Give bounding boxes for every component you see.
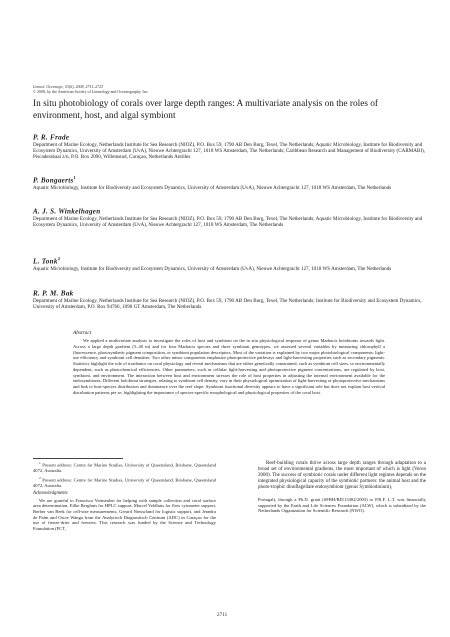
footnote: $^1$ Present address: Centre for Marine Studies, University of Queensland, Brisbane, Queensland 4072, Australia. [33, 461, 216, 474]
author-name: R. P. M. Bak [33, 289, 74, 298]
acknowledgments-text: We are grateful to Francisca Vermeulen for helping with sample collection and coral surface area determination, Eilke Berghuis for HPLC support, Marcel Veldhuis for flow cytometer support, Berber van Beek for cell-size measurements, Gerard Nieuwland for logistic support, and Jeandra de Palm and Oscie Wanga from the Analytisch Diagnostisch Centrum (ADC) in Curaçao for the use of freeze-drier and freezers. This research was funded by the Science and Technology Foundation (FCT, [33, 497, 216, 532]
article-title: In situ photobiology of corals over large depth ranges: A multivariate analysis on the roles of environment, host, and algal symbiont [33, 99, 379, 121]
author-name: A. J. S. Winkelhagen [33, 207, 101, 216]
author-affiliation: Department of Marine Ecology, Netherlands Institute for Sea Research (NIOZ), P.O. Box 59, 1790 AB Den Burg, Texel, The Netherlands; Institute for Biodiversity and Ecosystem Dynamics, University of Amsterdam, P.O. Box 94766, 1090 GT Amsterdam, The Netherlands [33, 298, 422, 311]
author-affiliation: Aquatic Microbiology, Institute for Biodiversity and Ecosystem Dynamics, University of Amsterdam (UvA), Nieuwe Achtergracht 127, 1018 WS Amsterdam, The Netherlands [33, 266, 392, 272]
journal-citation [33, 84, 149, 95]
acknowledgments-heading: Acknowledgments [33, 490, 68, 496]
abstract-text: We applied a multivariate analysis to investigate the roles of host and symbiont on the in situ physiological response of genus Madracis holobionts towards light. Across a large depth gradient (5–40 m) and for four Madracis species and three symbiont genotypes, we assessed several variables by measuring chlorophyll a fluorescence, photosynthetic pigment composition, or symbiont population descriptors. Most of the variation is explained by two major photobiological components: light-use efficiency and symbiont cell densities. Two other minor components emphasize photoprotective pathways and light-harvesting properties such as secondary pigments. Statistics highlight the role of irradiance on coral physiology and reveal mechanisms that are either genetically constrained, such as symbiont cell sizes, or environmentally dependent, such as photochemical efficiencies. Other parameters, such as cellular light-harvesting and photoprotective pigment concentrations, are regulated by host, symbiont, and environment. The interaction between host and environment stresses the role of host properties in adjusting the internal environment available for the endosymbionts. Different holobiont strategies, relating to symbiont cell density, vary in their physiological optimization of light-harvesting or photoprotective mechanisms and link to host-species distribution and dominance over the reef slope. Symbiont functional diversity appears to have a significant role but does not explain host vertical distribution patterns per se, highlighting the importance of species-specific morphological and physiological properties of the coral host. [73, 338, 385, 395]
abstract-heading: Abstract [73, 330, 92, 336]
author-affiliation: Aquatic Microbiology, Institute for Biodiversity and Ecosystem Dynamics, University of Amsterdam (UvA), Nieuwe Achtergracht 127, 1018 WS Amsterdam, The Netherlands [33, 185, 392, 191]
left-column [33, 461, 216, 532]
footnote: $^2$ Present address: Centre for Marine Studies, University of Queensland, Brisbane, Queensland 4072, Australia. [33, 475, 216, 489]
right-column [258, 461, 426, 514]
page-number: 2711 [217, 612, 228, 618]
author-affiliation: Department of Marine Ecology, Netherlands Institute for Sea Research (NIOZ), P.O. Box 59, 1790 AB Den Burg, Texel, The Netherlands; Aquatic Microbiology, Institute for Biodiversity and Ecosystem Dynamics, University of Amsterdam (UvA), Nieuwe Achtergracht 127, 1018 WS Amsterdam, The Netherlands; Caribbean Research and Management of Biodiversity (CARMABI), Piscaderabaai z/n, P.O. Box 2090, Willemstad, Curaçao, Netherlands Antilles [33, 142, 425, 161]
journal-line: Limnol. Oceanogr., 53(6), 2008, 2711–2723 [33, 84, 104, 89]
author-name: L. Tonk$^2$ [33, 256, 61, 266]
footnote-rule [33, 458, 123, 459]
acknowledgments-continuation: Portugal), through a Ph.D. grant (SFRH/BD/13382/2003) to P.R.F. L.T. was financially supported by the Earth and Life Sciences Foundation (ALW), which is subsidized by the Netherlands Organization for Scientific Research (NWO). [258, 497, 426, 514]
introduction-text: Reef-building corals thrive across large depth ranges through adaptation to a broad set of environmental gradients, the most important of which is light (Veron 2000). The success of symbiotic corals under different light regimes depends on the integrated physiological capacity of the symbiotic partners: the animal host and the photo-trophic dinoflagellate endosymbiont (genus Symbiodinium), [258, 461, 426, 490]
author-name: P. Bongaerts$^1$ [33, 175, 77, 185]
author-name: P. R. Frade [33, 133, 70, 142]
copyright-line: © 2008, by the American Society of Limnology and Oceanography, Inc. [33, 89, 149, 95]
author-affiliation: Department of Marine Ecology, Netherlands Institute for Sea Research (NIOZ), P.O. Box 59, 1790 AB Den Burg, Texel, The Netherlands; Aquatic Microbiology, Institute for Biodiversity and Ecosystem Dynamics, University of Amsterdam (UvA), Nieuwe Achtergracht 127, 1018 WS Amsterdam, The Netherlands [33, 216, 423, 229]
